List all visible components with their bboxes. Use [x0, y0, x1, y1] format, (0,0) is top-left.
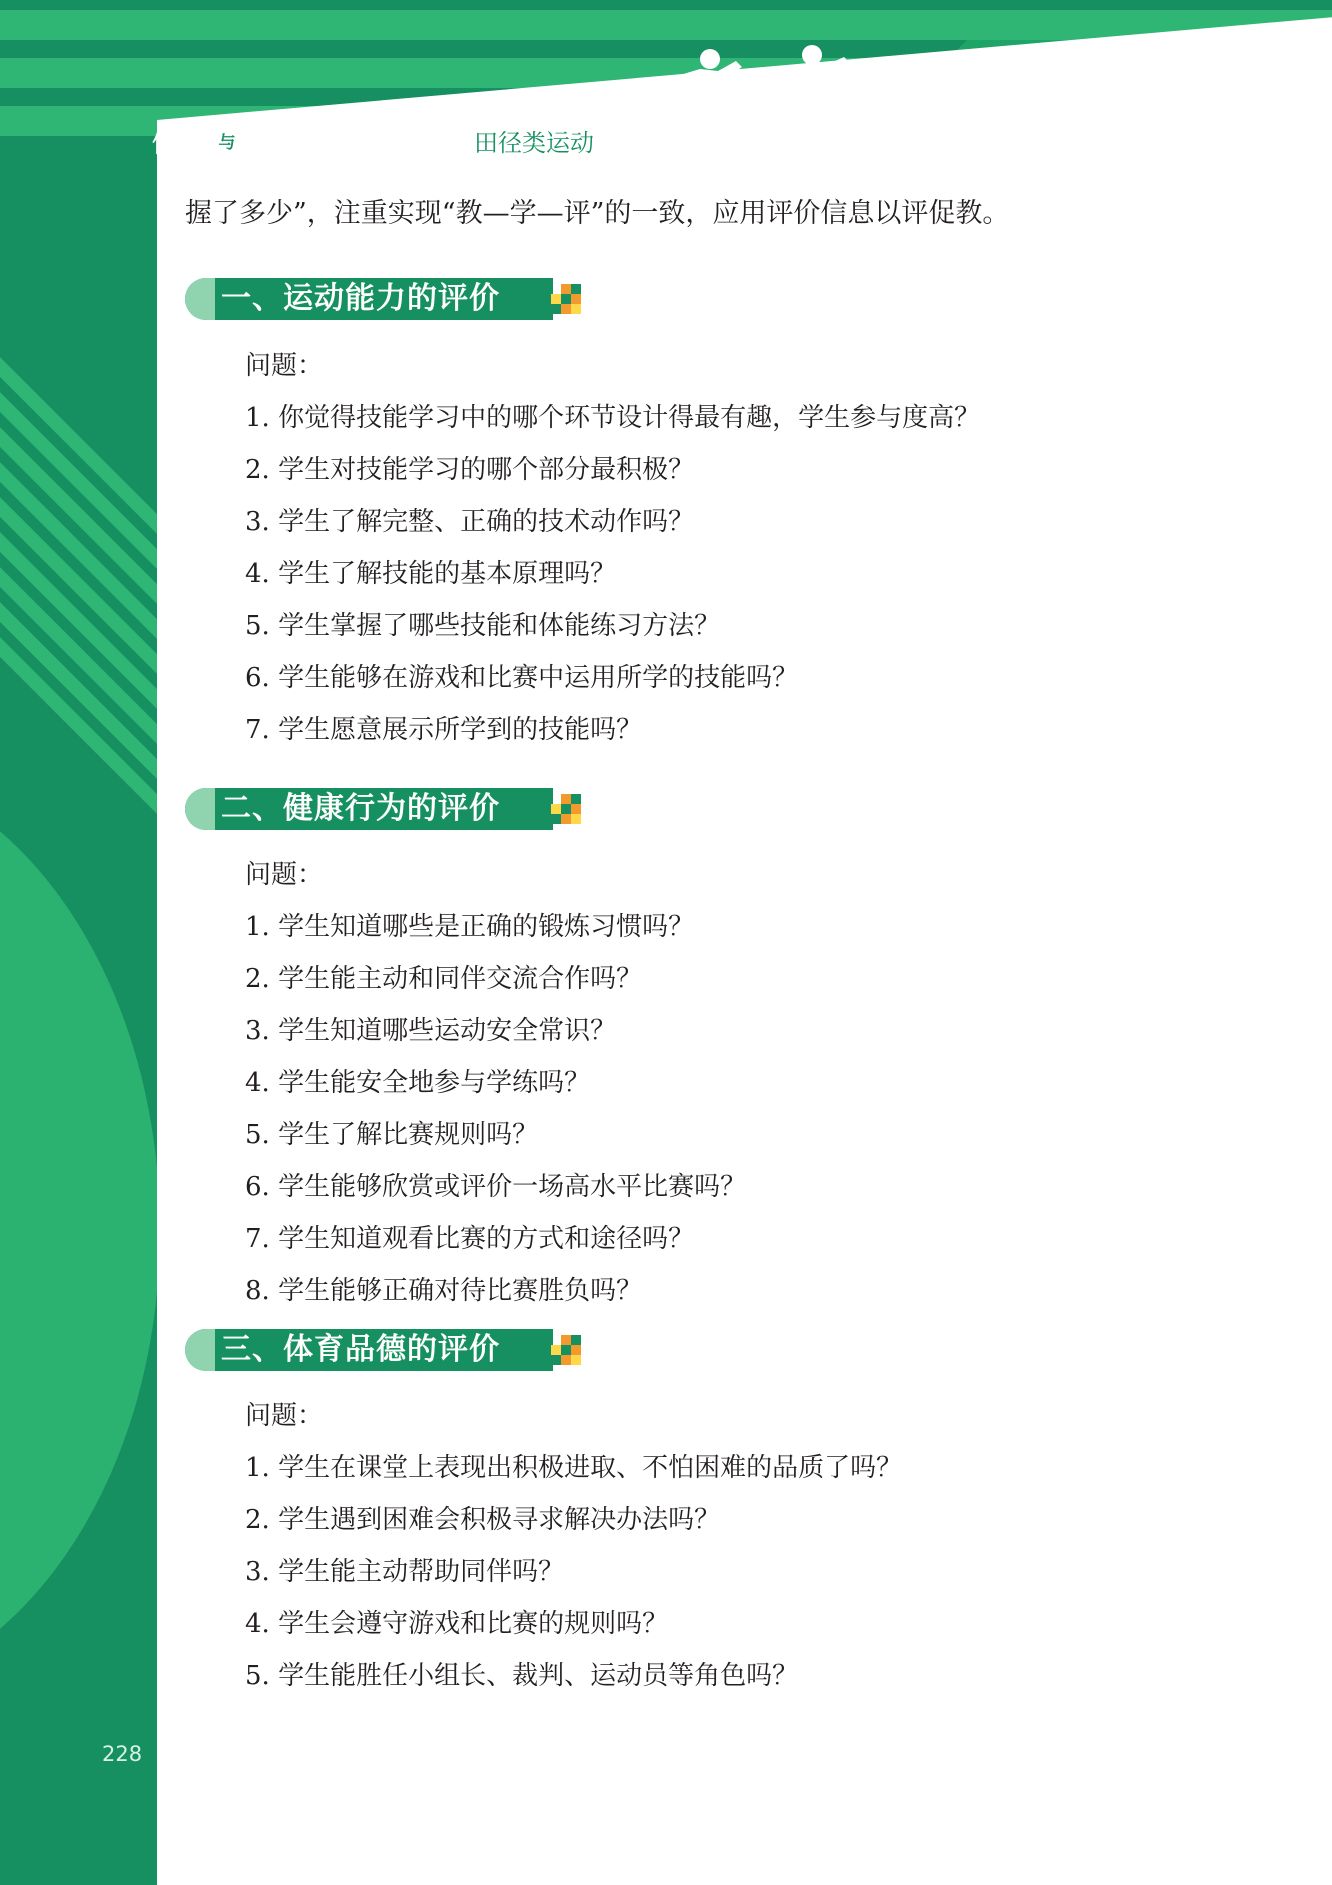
title-connector-badge: 与: [214, 127, 240, 153]
question-item: 1. 学生在课堂上表现出积极进取、不怕困难的品质了吗？: [245, 1453, 903, 1483]
section-heading: [185, 1329, 581, 1371]
section-title: 三、体育品德的评价: [221, 1332, 500, 1367]
question-item: 4. 学生了解技能的基本原理吗？: [245, 559, 617, 589]
question-item: 3. 学生知道哪些运动安全常识？: [245, 1016, 617, 1046]
question-label: 问题：: [245, 1401, 324, 1431]
question-item: 3. 学生了解完整、正确的技术动作吗？: [245, 507, 695, 537]
question-item: 5. 学生了解比赛规则吗？: [245, 1120, 539, 1150]
question-item: 6. 学生能够欣赏或评价一场高水平比赛吗？: [245, 1172, 747, 1202]
title-part2: 健康: [242, 125, 303, 158]
category-chip: 田径类运动: [462, 121, 606, 160]
section-heading: [185, 278, 581, 320]
checker-icon: [551, 1335, 581, 1365]
question-item: 3. 学生能主动帮助同伴吗？: [245, 1557, 565, 1587]
intro-text: 握了多少”，注重实现“教—学—评”的一致，应用评价信息以评促教。: [185, 198, 1010, 229]
question-item: 1. 学生知道哪些是正确的锻炼习惯吗？: [245, 912, 695, 942]
question-item: 4. 学生能安全地参与学练吗？: [245, 1068, 591, 1098]
section-heading: [185, 788, 581, 830]
question-item: 8. 学生能够正确对待比赛胜负吗？: [245, 1276, 643, 1306]
question-item: 2. 学生能主动和同伴交流合作吗？: [245, 964, 643, 994]
section-title: 一、运动能力的评价: [221, 281, 500, 316]
question-item: 2. 学生遇到困难会积极寻求解决办法吗？: [245, 1505, 721, 1535]
question-label: 问题：: [245, 860, 324, 890]
runner-icon: [640, 45, 880, 165]
question-item: 5. 学生掌握了哪些技能和体能练习方法？: [245, 611, 721, 641]
side-band: [0, 0, 157, 1885]
book-title: [152, 120, 606, 160]
section-title: 二、健康行为的评价: [221, 791, 500, 826]
question-item: 6. 学生能够在游戏和比赛中运用所学的技能吗？: [245, 663, 799, 693]
question-item: 4. 学生会遵守游戏和比赛的规则吗？: [245, 1609, 669, 1639]
question-item: 1. 你觉得技能学习中的哪个环节设计得最有趣，学生参与度高？: [245, 403, 981, 433]
question-item: 7. 学生愿意展示所学到的技能吗？: [245, 715, 643, 745]
question-label: 问题：: [245, 351, 324, 381]
title-part3: 教师用书: [328, 125, 449, 158]
question-item: 2. 学生对技能学习的哪个部分最积极？: [245, 455, 695, 485]
page-number: 228: [102, 1742, 143, 1766]
question-item: 5. 学生能胜任小组长、裁判、运动员等角色吗？: [245, 1661, 799, 1691]
checker-icon: [551, 284, 581, 314]
title-part1: 体育: [152, 125, 213, 158]
checker-icon: [551, 794, 581, 824]
question-item: 7. 学生知道观看比赛的方式和途径吗？: [245, 1224, 695, 1254]
side-circle-decoration: [0, 760, 157, 1700]
